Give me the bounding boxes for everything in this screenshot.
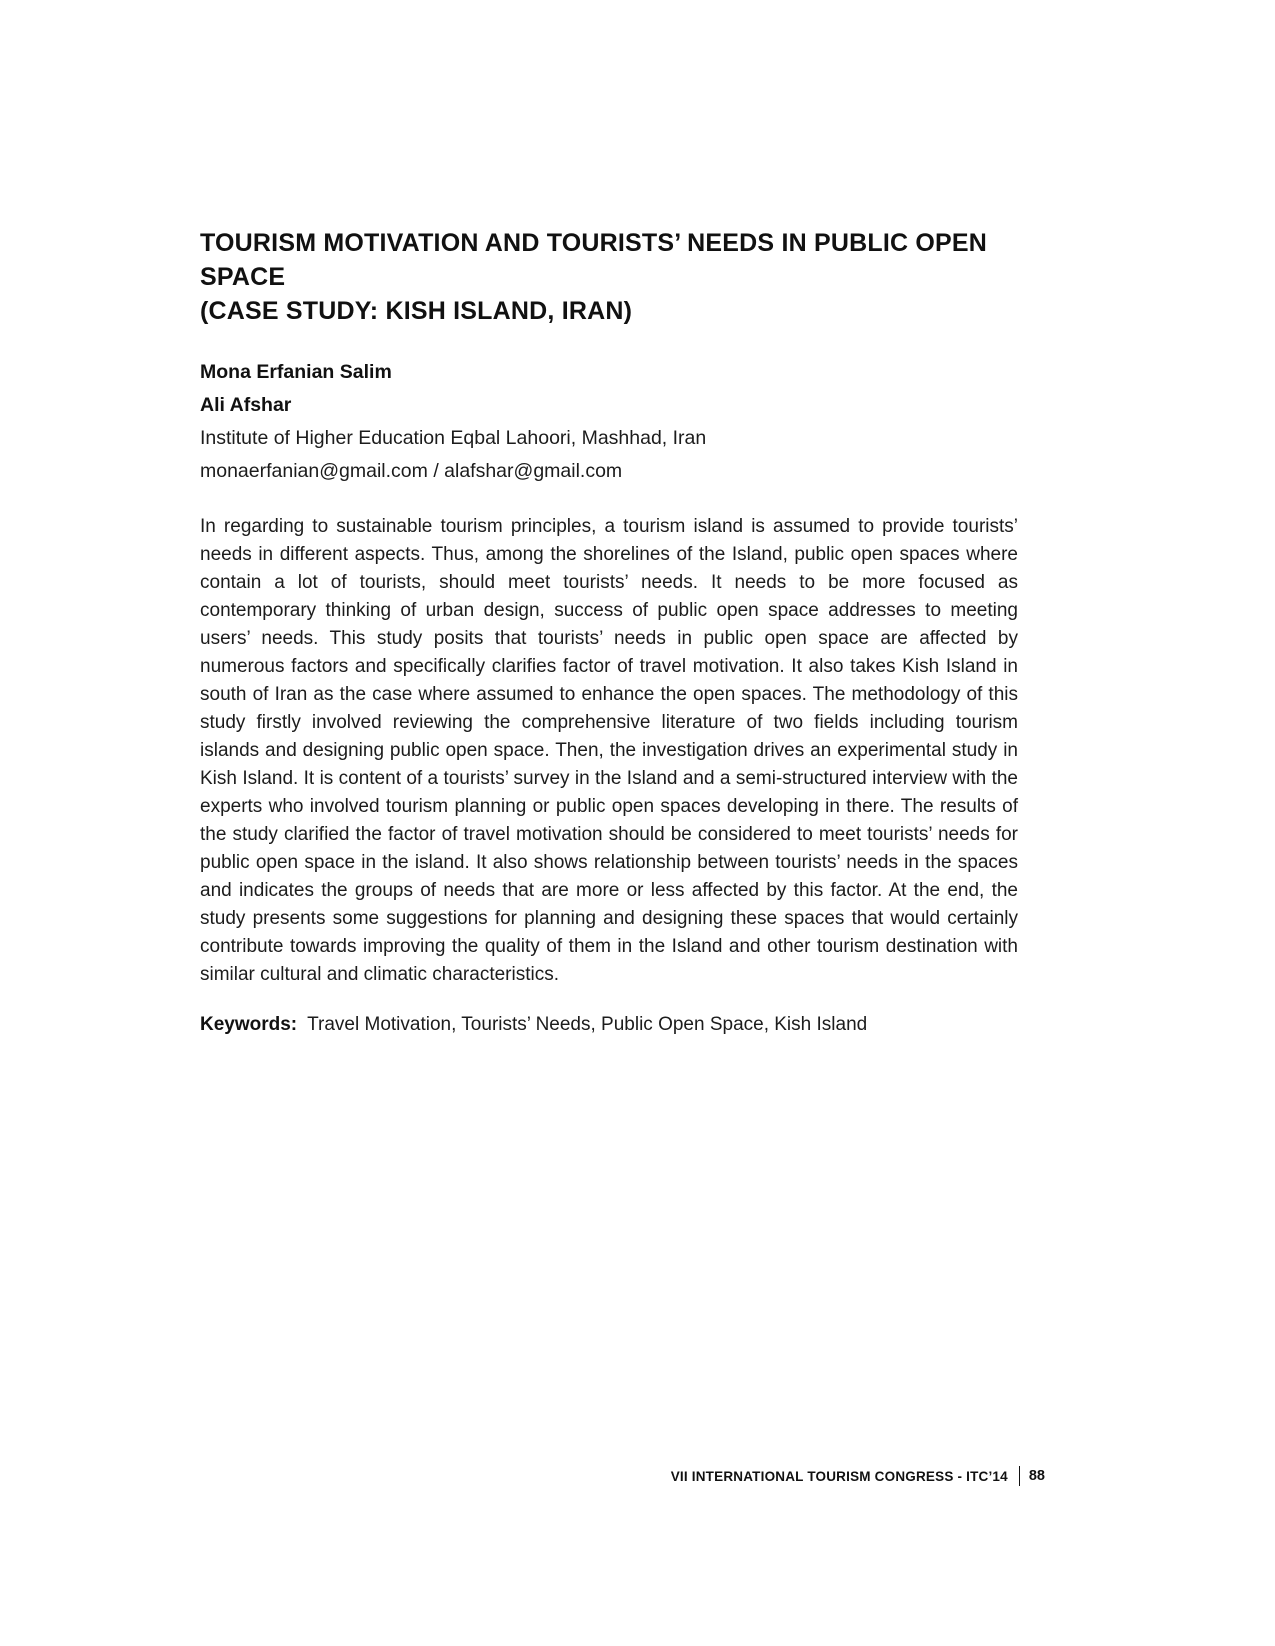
author-name-1: Mona Erfanian Salim	[200, 361, 392, 383]
author-emails: monaerfanian@gmail.com / alafshar@gmail.com	[200, 460, 623, 482]
paper-subtitle: (CASE STUDY: KISH ISLAND, IRAN)	[200, 297, 633, 325]
abstract-text: In regarding to sustainable tourism principles, a tourism island is assumed to provide tourists’ needs in different aspects. Thus, among the shorelines of the Island, public open spaces where contain a lot of tourists, should meet tourists’ needs. It needs to be more focused as contemporary thinking of urban design, success of public open space addresses to meeting users’ needs. This study posits that tourists’ needs in public open space are affected by numerous factors and specifically clarifies factor of travel motivation. It also takes Kish Island in south of Iran as the case where assumed to enhance the open spaces. The methodology of this study firstly involved reviewing the comprehensive literature of two fields including tourism islands and designing public open space. Then, the investigation drives an experimental study in Kish Island. It is content of a tourists’ survey in the Island and a semi-structured interview with the experts who involved tourism planning or public open spaces developing in there. The results of the study clarified the factor of travel motivation should be considered to meet tourists’ needs for public open space in the island. It also shows relationship between tourists’ needs in the spaces and indicates the groups of needs that are more or less affected by this factor. At the end, the study presents some suggestions for planning and designing these spaces that would certainly contribute towards improving the quality of them in the Island and other tourism destination with similar cultural and climatic characteristics.	[200, 516, 1018, 985]
author-name-2: Ali Afshar	[200, 394, 292, 416]
keywords-label: Keywords:	[200, 1014, 298, 1035]
paper-title: TOURISM MOTIVATION AND TOURISTS’ NEEDS IN PUBLIC OPEN SPACE	[200, 229, 988, 291]
keywords-line	[200, 1011, 1018, 1039]
affiliation: Institute of Higher Education Eqbal Lahoori, Mashhad, Iran	[200, 427, 707, 449]
footer-divider	[1019, 1466, 1020, 1486]
footer-page-number: 88	[1028, 1468, 1045, 1484]
keywords-text: Travel Motivation, Tourists’ Needs, Public Open Space, Kish Island	[307, 1014, 868, 1035]
author-block	[200, 356, 1018, 488]
footer-congress-title: VII INTERNATIONAL TOURISM CONGRESS - ITC’14	[670, 1468, 1008, 1484]
page-footer	[671, 1466, 1045, 1486]
paper-content	[200, 226, 1018, 1039]
